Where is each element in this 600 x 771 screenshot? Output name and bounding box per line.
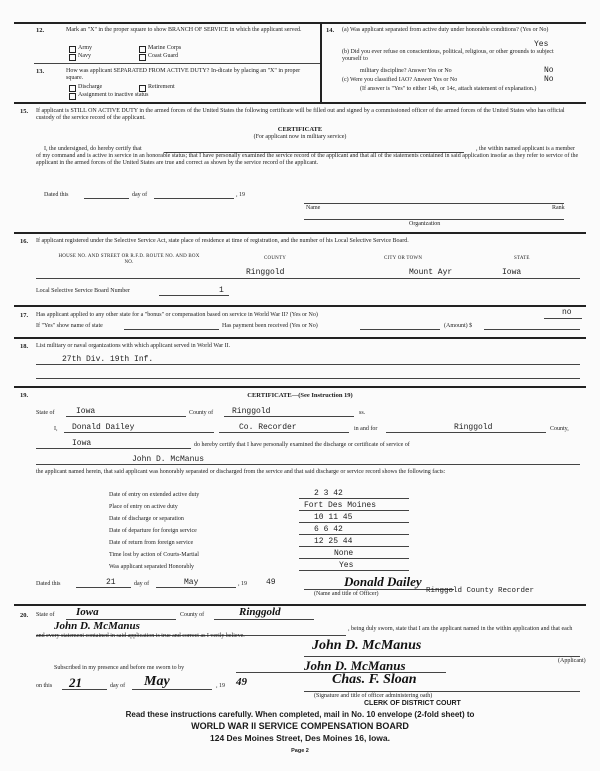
cert-19-title: CERTIFICATE—(See Instruction 19) [247, 392, 353, 399]
fact-line [299, 498, 409, 499]
col-city: CITY OR TOWN [384, 256, 423, 261]
footer-board: WORLD WAR II SERVICE COMPENSATION BOARD [191, 721, 409, 731]
footer-instructions: Read these instructions carefully. When completed, mail in No. 10 envelope (2-fold sheet) to [125, 710, 475, 719]
officer-oath-title: CLERK OF DISTRICT COURT [364, 700, 461, 707]
cert-19-applicant-line [36, 464, 580, 465]
residence-city[interactable]: Mount Ayr [409, 268, 453, 277]
paid-line[interactable] [360, 329, 440, 330]
checkbox-navy[interactable] [69, 54, 76, 61]
cert-19-state-line [66, 416, 186, 417]
option-inactive: Assignment to inactive status [78, 92, 149, 98]
fact-label: Date of return from foreign service [109, 540, 194, 546]
fact-value[interactable]: Fort Des Moines [304, 501, 377, 510]
col-county: COUNTY [264, 256, 287, 261]
rule-after-17 [14, 337, 586, 339]
cert-19-in-for: in and for [354, 426, 378, 432]
fact-line [299, 510, 409, 511]
board-line [159, 295, 229, 296]
fact-label: Time lost by action of Courts-Martial [109, 552, 199, 558]
officer-oath-line [304, 691, 580, 692]
cert-19-named: the applicant named herein, that said applicant was honorably separated or discharged from the service and that said discharge or service record shows the following facts: [36, 469, 446, 475]
form-page [14, 22, 586, 757]
sec20-county-line [214, 619, 314, 620]
cert-19-state-2[interactable]: Iowa [72, 439, 92, 448]
cert-15-name-label: Name [306, 205, 321, 211]
cert-15-dated: Dated this [44, 192, 69, 198]
cert-15-body: , the within named applicant is a member of my command and is active in service in an honorable status; that I have personally examined the service record of the applicant and that all of the statements contained in said application insofar as they refer to service of the applicant in the armed forces of the United States are true and correct as shown by the service record of the applicant. [36, 146, 579, 166]
cert-19-i: I, [54, 426, 58, 432]
cert-19-officer-role[interactable]: Co. Recorder [239, 423, 297, 432]
checkbox-retirement[interactable] [139, 85, 146, 92]
answer-17[interactable]: no [562, 308, 572, 317]
cert-15-rank-label: Rank [552, 205, 565, 211]
fact-line [299, 534, 409, 535]
option-retirement: Retirement [148, 84, 175, 90]
cert-19-year[interactable]: 49 [266, 578, 276, 587]
amount-line[interactable] [484, 329, 580, 330]
option-marine-corps: Marine Corps [148, 45, 182, 51]
sec20-state-label: State of [36, 612, 55, 618]
section-14-d: (c) Were you classified IAO? Answer Yes or No [342, 77, 458, 83]
section-20-number: 20. [20, 612, 29, 619]
fact-value[interactable]: 10 11 45 [314, 513, 353, 522]
cert-15-year: , 19 [236, 192, 245, 198]
board-label: Local Selective Service Board Number [36, 288, 130, 294]
option-army: Army [78, 45, 92, 51]
applicant-sig-line [304, 656, 580, 657]
cert-19-county-line [224, 416, 354, 417]
residence-state[interactable]: Iowa [502, 268, 522, 277]
cert-15-org-label: Organization [409, 221, 441, 227]
sec20-year-label: , 19 [216, 683, 225, 689]
cert-15-sig-line[interactable] [304, 203, 564, 204]
rule-after-18 [14, 386, 586, 388]
fact-label: Date of entry on extended active duty [109, 492, 200, 498]
applicant-signature-1: John D. McManus [312, 638, 422, 653]
checkbox-coast-guard[interactable] [139, 54, 146, 61]
option-coast-guard: Coast Guard [148, 53, 179, 59]
sec20-county[interactable]: Ringgold [239, 606, 281, 618]
sec20-month[interactable]: May [144, 674, 170, 689]
checkbox-inactive[interactable] [69, 93, 76, 100]
board-number[interactable]: 1 [219, 286, 224, 295]
section-12-text: Mark an "X" in the proper square to show BRANCH OF SERVICE in which the applicant served. [66, 27, 302, 33]
section-14-a: (a) Was applicant separated from active duty under honorable conditions? (Yes or No) [342, 27, 549, 33]
answer-17-line [544, 318, 582, 319]
sec20-day[interactable]: 21 [69, 675, 82, 690]
cert-19-county[interactable]: Ringgold [232, 407, 271, 416]
fact-value[interactable]: 12 25 44 [314, 537, 353, 546]
footer-address: 124 Des Moines Street, Des Moines 16, Iowa. [210, 733, 390, 743]
cert-19-month[interactable]: May [184, 578, 199, 587]
cert-15-month-line[interactable] [154, 198, 234, 199]
cert-19-state2-line [36, 448, 191, 449]
rule-after-15 [14, 232, 586, 234]
col-street: HOUSE NO. AND STREET OR R.F.D. ROUTE NO. AND BOX NO. [58, 254, 200, 265]
fact-value[interactable]: 6 6 42 [314, 525, 343, 534]
sec20-day-of: day of [110, 683, 126, 689]
section-12-number: 12. [36, 27, 45, 34]
section-17-amount: (Amount) $ [444, 323, 473, 329]
section-18-text: List military or naval organizations with which applicant served in World War II. [36, 343, 231, 349]
section-14-c: military discipline? Answer Yes or No [360, 68, 452, 74]
rule-after-19 [14, 604, 586, 606]
cert-19-ss: ss. [359, 410, 366, 416]
section-13-number: 13. [36, 68, 45, 75]
cert-19-certify: do hereby certify that I have personally examined the discharge or certificate of service of [194, 442, 410, 448]
cert-19-state[interactable]: Iowa [76, 407, 96, 416]
rule-after-14 [14, 102, 586, 104]
officer-oath-label: (Signature and title of officer administering oath) [314, 693, 433, 699]
section-15-text: If applicant is STILL ON ACTIVE DUTY in the armed forces of the United States the following certificate will be filled out and signed by a commissioned officer of the armed forces of the United States who has official custody of the service record of the applicant. [36, 108, 565, 121]
applicant-signature-2: John D. McManus [304, 658, 406, 673]
sec20-month-line [132, 689, 212, 690]
applicant-label: (Applicant) [558, 658, 586, 664]
section-14-b: (b) Did you ever refuse on conscientious, political, religious, or other grounds to subject yourself to [342, 49, 554, 62]
officer-signature: Donald Dailey [344, 574, 422, 589]
cert-15-org-line[interactable] [304, 219, 564, 220]
fact-label: Place of entry on active duty [109, 504, 178, 510]
section-19-number: 19. [20, 392, 29, 399]
section-17-number: 17. [20, 312, 29, 319]
sec20-day-line [62, 689, 107, 690]
sec20-applicant-signature: John D. McManus [54, 620, 140, 632]
officer-title: Ringgold County Recorder [426, 587, 535, 595]
sec20-state[interactable]: Iowa [76, 606, 99, 618]
cert-19-day[interactable]: 21 [106, 578, 116, 587]
section-15-number: 15. [20, 108, 29, 115]
fact-value[interactable]: None [334, 549, 354, 558]
fact-value[interactable]: Yes [339, 561, 354, 570]
residence-county[interactable]: Ringgold [246, 268, 285, 277]
answer-14b[interactable]: No [544, 66, 554, 75]
section-17-paid: Has payment been received (Yes or No) [222, 323, 318, 329]
fact-value[interactable]: 2 3 42 [314, 489, 343, 498]
answer-14c[interactable]: No [544, 75, 554, 84]
cert-19-year-label: , 19 [238, 581, 247, 587]
fact-line [299, 522, 409, 523]
cert-19-name-line [64, 432, 214, 433]
cert-19-applicant[interactable]: John D. McManus [132, 455, 205, 464]
checkbox-marine-corps[interactable] [139, 46, 146, 53]
section-17-text: Has applicant applied to any other state for a "bonus" or compensation based on service in World War II? (Yes or No) [36, 312, 318, 318]
top-rule [14, 22, 586, 24]
fact-label: Date of discharge or separation [109, 516, 184, 522]
sec20-text: , being duly sworn, state that I am the applicant named in the within application and that each and every statement contained in said application is true and correct as I verily believe. [36, 626, 573, 639]
option-navy: Navy [78, 53, 91, 59]
section-16-number: 16. [20, 238, 29, 245]
org-line-1 [36, 364, 580, 365]
checkbox-army[interactable] [69, 46, 76, 53]
sec20-county-label: County of [180, 612, 205, 618]
cert-19-day-of: day of [134, 581, 150, 587]
section-18-number: 18. [20, 343, 29, 350]
state-name-line[interactable] [124, 329, 219, 330]
org-line-2 [36, 378, 580, 379]
cert-19-month-line [156, 587, 236, 588]
cert-19-officer-name[interactable]: Donald Dailey [72, 423, 135, 432]
cert-19-county-2[interactable]: Ringgold [454, 423, 493, 432]
section-12-divider [34, 63, 320, 64]
cert-15-day-of: day of [132, 192, 148, 198]
cert-19-state-label: State of [36, 410, 55, 416]
cert-19-day-line [76, 587, 131, 588]
rule-after-16 [14, 305, 586, 307]
cert-19-county2-line [386, 432, 546, 433]
section-17-if-yes: If "Yes" show name of state [36, 323, 103, 329]
cert-19-role-line [219, 432, 349, 433]
sec20-year[interactable]: 49 [236, 676, 247, 688]
section-14-number: 14. [326, 27, 335, 34]
cert-19-county-label: County of [189, 410, 214, 416]
col-state: STATE [514, 256, 530, 261]
cert-15-subtitle: (For applicant now in military service) [253, 134, 347, 140]
sec20-subscribed: Subscribed in my presence and before me sworn to by [54, 665, 185, 671]
fact-line [299, 570, 409, 571]
page-number: Page 2 [291, 748, 309, 754]
cert-19-county-word: County, [550, 426, 569, 432]
section-13-text: How was applicant SEPARATED FROM ACTIVE DUTY? In-dicate by placing an "X" in proper square. [66, 68, 301, 81]
option-discharge: Discharge [78, 84, 103, 90]
cert-15-day-line[interactable] [84, 198, 129, 199]
cert-15-title: CERTIFICATE [277, 126, 323, 133]
section-14-note: (If answer is "Yes" to either 14b, or 14c, attach statement of explanation.) [360, 86, 537, 92]
officer-oath-signature: Chas. F. Sloan [332, 672, 417, 687]
residence-line [36, 278, 580, 279]
section-16-text: If applicant registered under the Selective Service Act, state place of residence at time of registration, and the number of his Local Selective Service Board. [36, 238, 409, 244]
fact-line [299, 546, 409, 547]
fact-line [299, 558, 409, 559]
sec20-on-this: on this [36, 683, 53, 689]
fact-label: Date of departure for foreign service [109, 528, 197, 534]
cert-19-dated: Dated this [36, 581, 61, 587]
fact-label: Was applicant separated Honorably [109, 564, 194, 570]
organizations-value[interactable]: 27th Div. 19th Inf. [62, 355, 154, 364]
answer-14a[interactable]: Yes [534, 40, 549, 49]
cert-15-body-start: I, the undersigned, do hereby certify that [44, 146, 142, 152]
column-divider [320, 22, 322, 102]
officer-sig-label: (Name and title of Officer) [314, 591, 379, 597]
checkbox-discharge[interactable] [69, 85, 76, 92]
